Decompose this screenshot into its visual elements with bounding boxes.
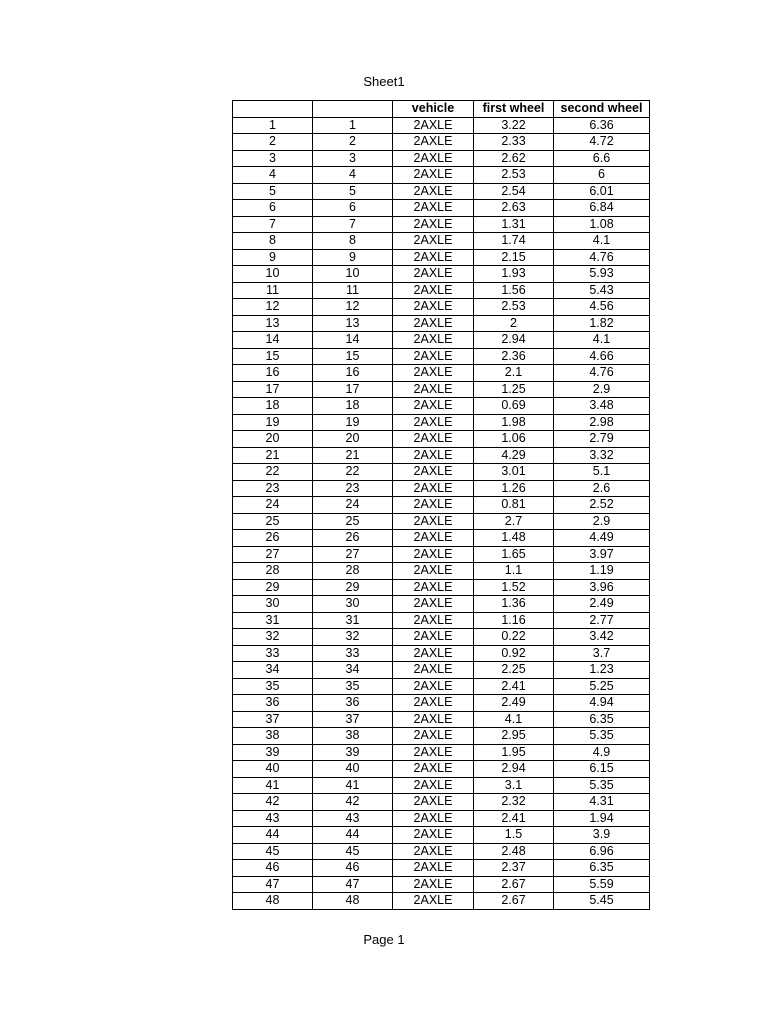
second-wheel-cell: 5.35 (554, 728, 650, 745)
vehicle-cell: 2AXLE (393, 431, 474, 448)
second-wheel-cell: 4.76 (554, 249, 650, 266)
second-wheel-cell: 2.79 (554, 431, 650, 448)
table-row (233, 513, 650, 530)
first-wheel-cell: 2.15 (474, 249, 554, 266)
first-wheel-cell: 0.81 (474, 497, 554, 514)
index-b-cell: 5 (313, 183, 393, 200)
second-wheel-cell: 1.94 (554, 810, 650, 827)
header-row (233, 101, 650, 118)
second-wheel-cell: 4.56 (554, 299, 650, 316)
first-wheel-cell: 1.26 (474, 480, 554, 497)
first-wheel-cell: 1.36 (474, 596, 554, 613)
index-a-cell: 15 (233, 348, 313, 365)
index-b-cell: 38 (313, 728, 393, 745)
table-row (233, 167, 650, 184)
index-a-cell: 36 (233, 695, 313, 712)
first-wheel-cell: 2.41 (474, 810, 554, 827)
index-b-cell: 17 (313, 381, 393, 398)
index-b-cell: 15 (313, 348, 393, 365)
index-b-cell: 42 (313, 794, 393, 811)
table-header (233, 101, 650, 118)
table-row (233, 431, 650, 448)
index-a-cell: 13 (233, 315, 313, 332)
table-row (233, 282, 650, 299)
second-wheel-cell: 6.15 (554, 761, 650, 778)
first-wheel-cell: 3.22 (474, 117, 554, 134)
index-a-cell: 31 (233, 612, 313, 629)
vehicle-cell: 2AXLE (393, 744, 474, 761)
table-row (233, 596, 650, 613)
vehicle-cell: 2AXLE (393, 464, 474, 481)
vehicle-cell: 2AXLE (393, 645, 474, 662)
index-a-cell: 44 (233, 827, 313, 844)
index-a-cell: 16 (233, 365, 313, 382)
table-row (233, 480, 650, 497)
vehicle-cell: 2AXLE (393, 167, 474, 184)
table-row (233, 711, 650, 728)
vehicle-cell: 2AXLE (393, 183, 474, 200)
table-body (233, 117, 650, 909)
index-a-cell: 38 (233, 728, 313, 745)
vehicle-cell: 2AXLE (393, 266, 474, 283)
index-b-cell: 34 (313, 662, 393, 679)
vehicle-cell: 2AXLE (393, 711, 474, 728)
vehicle-cell: 2AXLE (393, 200, 474, 217)
index-a-cell: 26 (233, 530, 313, 547)
index-a-cell: 8 (233, 233, 313, 250)
index-a-cell: 2 (233, 134, 313, 151)
first-wheel-cell: 2.53 (474, 167, 554, 184)
table-row (233, 761, 650, 778)
second-wheel-cell: 3.48 (554, 398, 650, 415)
index-a-cell: 32 (233, 629, 313, 646)
second-wheel-cell: 6.35 (554, 860, 650, 877)
column-header-index-b (313, 101, 393, 118)
index-b-cell: 47 (313, 876, 393, 893)
second-wheel-cell: 4.1 (554, 233, 650, 250)
index-b-cell: 46 (313, 860, 393, 877)
table-row (233, 695, 650, 712)
index-b-cell: 43 (313, 810, 393, 827)
second-wheel-cell: 1.08 (554, 216, 650, 233)
vehicle-cell: 2AXLE (393, 414, 474, 431)
column-header-first-wheel: first wheel (474, 101, 554, 118)
first-wheel-cell: 1.65 (474, 546, 554, 563)
index-a-cell: 48 (233, 893, 313, 910)
second-wheel-cell: 6.01 (554, 183, 650, 200)
index-a-cell: 45 (233, 843, 313, 860)
first-wheel-cell: 2.95 (474, 728, 554, 745)
table-row (233, 233, 650, 250)
table-row (233, 530, 650, 547)
second-wheel-cell: 4.72 (554, 134, 650, 151)
second-wheel-cell: 6 (554, 167, 650, 184)
table-row (233, 777, 650, 794)
table-row (233, 645, 650, 662)
index-b-cell: 13 (313, 315, 393, 332)
index-a-cell: 7 (233, 216, 313, 233)
index-b-cell: 14 (313, 332, 393, 349)
index-a-cell: 19 (233, 414, 313, 431)
first-wheel-cell: 2.67 (474, 893, 554, 910)
table-row (233, 744, 650, 761)
first-wheel-cell: 0.92 (474, 645, 554, 662)
table-row (233, 843, 650, 860)
first-wheel-cell: 2.33 (474, 134, 554, 151)
second-wheel-cell: 5.1 (554, 464, 650, 481)
second-wheel-cell: 4.94 (554, 695, 650, 712)
vehicle-cell: 2AXLE (393, 117, 474, 134)
vehicle-cell: 2AXLE (393, 563, 474, 580)
vehicle-cell: 2AXLE (393, 876, 474, 893)
first-wheel-cell: 2.63 (474, 200, 554, 217)
index-b-cell: 3 (313, 150, 393, 167)
vehicle-cell: 2AXLE (393, 150, 474, 167)
table-row (233, 728, 650, 745)
second-wheel-cell: 3.42 (554, 629, 650, 646)
index-b-cell: 12 (313, 299, 393, 316)
index-b-cell: 21 (313, 447, 393, 464)
index-b-cell: 18 (313, 398, 393, 415)
first-wheel-cell: 2.48 (474, 843, 554, 860)
second-wheel-cell: 3.9 (554, 827, 650, 844)
vehicle-cell: 2AXLE (393, 629, 474, 646)
table-row (233, 249, 650, 266)
vehicle-cell: 2AXLE (393, 381, 474, 398)
first-wheel-cell: 2.32 (474, 794, 554, 811)
vehicle-cell: 2AXLE (393, 398, 474, 415)
table-row (233, 365, 650, 382)
index-b-cell: 33 (313, 645, 393, 662)
index-a-cell: 17 (233, 381, 313, 398)
index-b-cell: 6 (313, 200, 393, 217)
vehicle-cell: 2AXLE (393, 497, 474, 514)
index-b-cell: 25 (313, 513, 393, 530)
table-row (233, 678, 650, 695)
index-a-cell: 34 (233, 662, 313, 679)
index-a-cell: 14 (233, 332, 313, 349)
table-row (233, 579, 650, 596)
vehicle-cell: 2AXLE (393, 695, 474, 712)
index-a-cell: 24 (233, 497, 313, 514)
index-a-cell: 23 (233, 480, 313, 497)
table-row (233, 150, 650, 167)
index-a-cell: 9 (233, 249, 313, 266)
table-row (233, 893, 650, 910)
second-wheel-cell: 4.66 (554, 348, 650, 365)
table-row (233, 266, 650, 283)
table-row (233, 876, 650, 893)
index-a-cell: 35 (233, 678, 313, 695)
index-b-cell: 32 (313, 629, 393, 646)
second-wheel-cell: 4.1 (554, 332, 650, 349)
index-b-cell: 45 (313, 843, 393, 860)
index-a-cell: 10 (233, 266, 313, 283)
index-b-cell: 35 (313, 678, 393, 695)
first-wheel-cell: 2.54 (474, 183, 554, 200)
page-number: Page 1 (363, 932, 405, 947)
second-wheel-cell: 5.43 (554, 282, 650, 299)
index-a-cell: 33 (233, 645, 313, 662)
table-row (233, 629, 650, 646)
first-wheel-cell: 2.62 (474, 150, 554, 167)
column-header-index-a (233, 101, 313, 118)
index-b-cell: 10 (313, 266, 393, 283)
first-wheel-cell: 2.94 (474, 761, 554, 778)
first-wheel-cell: 1.93 (474, 266, 554, 283)
second-wheel-cell: 4.31 (554, 794, 650, 811)
index-a-cell: 27 (233, 546, 313, 563)
second-wheel-cell: 4.76 (554, 365, 650, 382)
second-wheel-cell: 5.25 (554, 678, 650, 695)
first-wheel-cell: 0.69 (474, 398, 554, 415)
second-wheel-cell: 6.6 (554, 150, 650, 167)
index-a-cell: 12 (233, 299, 313, 316)
table-row (233, 183, 650, 200)
table-row (233, 810, 650, 827)
first-wheel-cell: 1.98 (474, 414, 554, 431)
index-b-cell: 44 (313, 827, 393, 844)
second-wheel-cell: 2.98 (554, 414, 650, 431)
vehicle-cell: 2AXLE (393, 893, 474, 910)
vehicle-cell: 2AXLE (393, 678, 474, 695)
index-b-cell: 19 (313, 414, 393, 431)
vehicle-cell: 2AXLE (393, 447, 474, 464)
index-a-cell: 41 (233, 777, 313, 794)
first-wheel-cell: 2.36 (474, 348, 554, 365)
vehicle-cell: 2AXLE (393, 777, 474, 794)
index-a-cell: 37 (233, 711, 313, 728)
index-a-cell: 28 (233, 563, 313, 580)
first-wheel-cell: 3.1 (474, 777, 554, 794)
table-row (233, 860, 650, 877)
index-b-cell: 41 (313, 777, 393, 794)
first-wheel-cell: 1.56 (474, 282, 554, 299)
index-b-cell: 20 (313, 431, 393, 448)
index-b-cell: 4 (313, 167, 393, 184)
first-wheel-cell: 1.48 (474, 530, 554, 547)
index-b-cell: 23 (313, 480, 393, 497)
vehicle-cell: 2AXLE (393, 249, 474, 266)
table-row (233, 414, 650, 431)
first-wheel-cell: 1.16 (474, 612, 554, 629)
vehicle-cell: 2AXLE (393, 299, 474, 316)
first-wheel-cell: 1.74 (474, 233, 554, 250)
vehicle-cell: 2AXLE (393, 315, 474, 332)
index-b-cell: 30 (313, 596, 393, 613)
index-b-cell: 29 (313, 579, 393, 596)
second-wheel-cell: 6.84 (554, 200, 650, 217)
second-wheel-cell: 6.96 (554, 843, 650, 860)
first-wheel-cell: 2.7 (474, 513, 554, 530)
index-a-cell: 4 (233, 167, 313, 184)
first-wheel-cell: 1.52 (474, 579, 554, 596)
second-wheel-cell: 5.93 (554, 266, 650, 283)
table-row (233, 563, 650, 580)
index-a-cell: 40 (233, 761, 313, 778)
first-wheel-cell: 2.37 (474, 860, 554, 877)
vehicle-cell: 2AXLE (393, 546, 474, 563)
second-wheel-cell: 3.96 (554, 579, 650, 596)
first-wheel-cell: 2.94 (474, 332, 554, 349)
vehicle-cell: 2AXLE (393, 480, 474, 497)
table-row (233, 315, 650, 332)
table-row (233, 464, 650, 481)
table-row (233, 348, 650, 365)
index-b-cell: 22 (313, 464, 393, 481)
table-row (233, 398, 650, 415)
index-b-cell: 39 (313, 744, 393, 761)
sheet-title: Sheet1 (363, 74, 405, 89)
index-a-cell: 3 (233, 150, 313, 167)
first-wheel-cell: 1.5 (474, 827, 554, 844)
second-wheel-cell: 2.77 (554, 612, 650, 629)
first-wheel-cell: 1.31 (474, 216, 554, 233)
second-wheel-cell: 3.7 (554, 645, 650, 662)
second-wheel-cell: 2.6 (554, 480, 650, 497)
index-b-cell: 27 (313, 546, 393, 563)
second-wheel-cell: 3.32 (554, 447, 650, 464)
index-b-cell: 9 (313, 249, 393, 266)
vehicle-cell: 2AXLE (393, 843, 474, 860)
second-wheel-cell: 3.97 (554, 546, 650, 563)
second-wheel-cell: 4.9 (554, 744, 650, 761)
vehicle-cell: 2AXLE (393, 332, 474, 349)
vehicle-cell: 2AXLE (393, 579, 474, 596)
table-row (233, 381, 650, 398)
index-a-cell: 39 (233, 744, 313, 761)
column-header-vehicle: vehicle (393, 101, 474, 118)
index-b-cell: 1 (313, 117, 393, 134)
vehicle-cell: 2AXLE (393, 233, 474, 250)
vehicle-cell: 2AXLE (393, 612, 474, 629)
index-a-cell: 30 (233, 596, 313, 613)
table-row (233, 447, 650, 464)
vehicle-cell: 2AXLE (393, 134, 474, 151)
vehicle-cell: 2AXLE (393, 216, 474, 233)
column-header-second-wheel: second wheel (554, 101, 650, 118)
first-wheel-cell: 2 (474, 315, 554, 332)
second-wheel-cell: 1.19 (554, 563, 650, 580)
table-row (233, 827, 650, 844)
index-b-cell: 7 (313, 216, 393, 233)
second-wheel-cell: 1.23 (554, 662, 650, 679)
index-a-cell: 6 (233, 200, 313, 217)
vehicle-cell: 2AXLE (393, 860, 474, 877)
first-wheel-cell: 2.25 (474, 662, 554, 679)
second-wheel-cell: 6.36 (554, 117, 650, 134)
index-b-cell: 16 (313, 365, 393, 382)
index-b-cell: 37 (313, 711, 393, 728)
index-b-cell: 48 (313, 893, 393, 910)
index-a-cell: 46 (233, 860, 313, 877)
index-a-cell: 21 (233, 447, 313, 464)
vehicle-cell: 2AXLE (393, 530, 474, 547)
index-b-cell: 2 (313, 134, 393, 151)
table-row (233, 332, 650, 349)
table-row (233, 497, 650, 514)
first-wheel-cell: 3.01 (474, 464, 554, 481)
vehicle-cell: 2AXLE (393, 282, 474, 299)
first-wheel-cell: 2.49 (474, 695, 554, 712)
vehicle-cell: 2AXLE (393, 662, 474, 679)
index-a-cell: 20 (233, 431, 313, 448)
table-row (233, 134, 650, 151)
table-row (233, 794, 650, 811)
index-a-cell: 29 (233, 579, 313, 596)
first-wheel-cell: 1.25 (474, 381, 554, 398)
first-wheel-cell: 4.29 (474, 447, 554, 464)
vehicle-cell: 2AXLE (393, 348, 474, 365)
second-wheel-cell: 4.49 (554, 530, 650, 547)
index-b-cell: 40 (313, 761, 393, 778)
index-a-cell: 18 (233, 398, 313, 415)
table-row (233, 200, 650, 217)
index-b-cell: 11 (313, 282, 393, 299)
first-wheel-cell: 1.1 (474, 563, 554, 580)
vehicle-cell: 2AXLE (393, 810, 474, 827)
first-wheel-cell: 2.1 (474, 365, 554, 382)
first-wheel-cell: 1.95 (474, 744, 554, 761)
second-wheel-cell: 2.49 (554, 596, 650, 613)
table-row (233, 216, 650, 233)
table-row (233, 299, 650, 316)
index-b-cell: 31 (313, 612, 393, 629)
first-wheel-cell: 0.22 (474, 629, 554, 646)
first-wheel-cell: 2.53 (474, 299, 554, 316)
second-wheel-cell: 2.52 (554, 497, 650, 514)
index-a-cell: 47 (233, 876, 313, 893)
table-row (233, 546, 650, 563)
first-wheel-cell: 2.67 (474, 876, 554, 893)
data-table (232, 100, 650, 910)
index-a-cell: 11 (233, 282, 313, 299)
vehicle-cell: 2AXLE (393, 794, 474, 811)
index-a-cell: 42 (233, 794, 313, 811)
first-wheel-cell: 2.41 (474, 678, 554, 695)
second-wheel-cell: 5.59 (554, 876, 650, 893)
second-wheel-cell: 1.82 (554, 315, 650, 332)
second-wheel-cell: 2.9 (554, 381, 650, 398)
table-row (233, 662, 650, 679)
index-a-cell: 43 (233, 810, 313, 827)
index-b-cell: 24 (313, 497, 393, 514)
index-a-cell: 1 (233, 117, 313, 134)
vehicle-cell: 2AXLE (393, 596, 474, 613)
first-wheel-cell: 4.1 (474, 711, 554, 728)
index-b-cell: 26 (313, 530, 393, 547)
index-b-cell: 8 (313, 233, 393, 250)
index-a-cell: 22 (233, 464, 313, 481)
vehicle-cell: 2AXLE (393, 761, 474, 778)
second-wheel-cell: 2.9 (554, 513, 650, 530)
first-wheel-cell: 1.06 (474, 431, 554, 448)
second-wheel-cell: 5.35 (554, 777, 650, 794)
vehicle-cell: 2AXLE (393, 513, 474, 530)
table-row (233, 612, 650, 629)
index-b-cell: 28 (313, 563, 393, 580)
table-row (233, 117, 650, 134)
second-wheel-cell: 5.45 (554, 893, 650, 910)
index-b-cell: 36 (313, 695, 393, 712)
vehicle-cell: 2AXLE (393, 365, 474, 382)
vehicle-cell: 2AXLE (393, 728, 474, 745)
vehicle-cell: 2AXLE (393, 827, 474, 844)
index-a-cell: 5 (233, 183, 313, 200)
second-wheel-cell: 6.35 (554, 711, 650, 728)
index-a-cell: 25 (233, 513, 313, 530)
